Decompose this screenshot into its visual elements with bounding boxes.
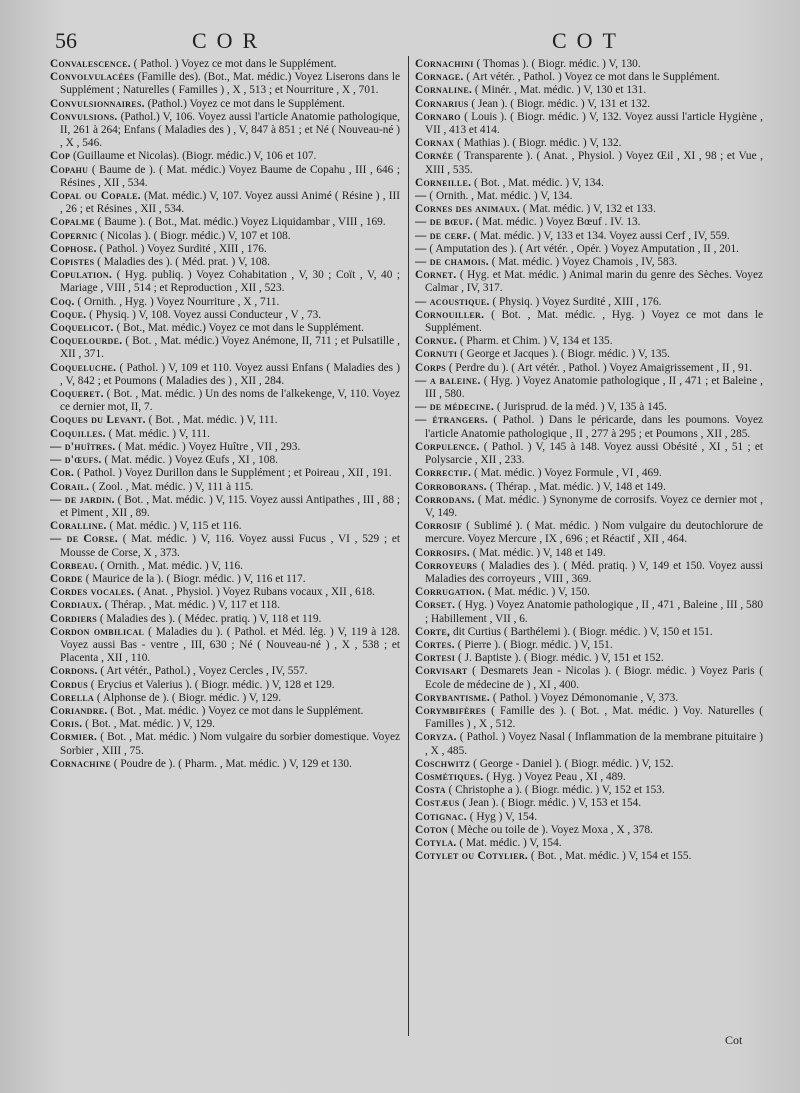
entry-headword: — de jardin. [50,493,115,506]
entry-body: ( Jean ). ( Biogr. médic. ) V, 153 et 154. [459,797,642,810]
entry-body: ( Mat. médic. ) Synonyme de corrosifs. Voyez ce dernier mot , V, 149. [425,493,763,519]
entry-headword: Convulsionnaires. [50,97,145,110]
entry-body: ( Famille des ). ( Bot. , Mat. médic. ) Voy. Naturelles ( Familles ) , X , 512. [425,704,763,731]
entry-headword: Corte, [415,625,451,638]
entry-body: ( Erycius et Valerius ). ( Biogr. médic. ) V, 128 et 129. [87,678,335,691]
entry-body: ( Zool. , Mat. médic. ) V, 111 à 115. [89,480,254,493]
entry-headword: Coschwitz [415,757,471,770]
entry-body: ( Bot. , Mat. médic.) Voyez Anémone, II, 711 ; et Pulsatille , XII , 371. [60,335,400,361]
entry-body: ( Bot. , Mat. médic. ) V, 134. [471,176,604,189]
index-entry [415,137,763,150]
index-entry [50,494,400,520]
entry-headword: Coris. [50,718,83,731]
entry-headword: Cornarius [415,97,469,110]
entry-headword: Cop [50,150,71,163]
index-entry [415,216,763,229]
entry-body: ( Mat. médic. ) V, 133 et 134. Voyez aussi Cerf , IV, 559. [470,229,730,242]
entry-headword: Corps [415,361,446,374]
entry-body: ( George et Jacques ). ( Biogr. médic. ) V, 135. [457,348,670,361]
index-entry [415,348,763,361]
entry-headword: Corymbifères [415,704,487,717]
entry-headword: Correctif. [415,467,472,480]
entry-headword: — [415,190,427,203]
left-column [50,58,400,771]
entry-headword: Corybantisme. [415,691,491,704]
entry-body: ( Pathol. ) V, 109 et 110. Voyez aussi Enfans ( Maladies des ) , V, 842 ; et Poumons ( Maladies des ) , XII , 284. [60,361,400,387]
entry-body: ( Bot. , Mat. médic. ) V, 129. [82,718,215,731]
entry-body: ( Pathol. ) Dans le péricarde, dans les poumons. Voyez l'article Anatomie pathologique , II , 277 à 295 ; et Poumons , XII , 285. [425,414,764,440]
index-entry [415,111,763,137]
index-entry [415,520,763,546]
entry-headword: Coralline. [50,520,107,533]
index-entry [415,824,763,837]
entry-headword: Cotyla. [415,836,457,849]
index-entry [415,309,763,335]
entry-headword: — étrangers. [415,414,488,427]
entry-headword: Corroyeurs [415,559,478,572]
index-entry [415,837,763,850]
entry-body: ( Nicolas ). ( Biogr. médic.) V, 107 et 108. [97,229,291,242]
entry-headword: Coton [415,823,449,836]
entry-body: ( Ornith. , Mat. médic. ) V, 134. [426,190,573,203]
index-entry [50,309,400,322]
entry-headword: Cornée [415,150,454,163]
entry-body: ( Art vétér., Pathol.) , Voyez Cercles , IV, 557. [97,665,308,678]
index-entry [415,401,763,414]
index-entry [415,335,763,348]
entry-body: ( Sublimé ). ( Mat. médic. ) Nom vulgaire du deutochlorure de mercure. Voyez Mercure , IX , 696 ; et Réactif , XII , 464. [425,520,763,546]
entry-headword: Cordes vocales. [50,586,135,599]
entry-body: ( Transparente ). ( Anat. , Physiol. ) Voyez Œil , XI , 98 ; et Vue , XIII , 535. [425,150,763,176]
entry-headword: — de bœuf. [415,216,473,229]
index-entry [50,679,400,692]
entry-body: ( Bot. , Mat. médic. ) Nom vulgaire du sorbier domestique. Voyez Sorbier , XIII , 75. [60,731,400,757]
entry-headword: Cornage. [415,71,464,84]
index-entry [415,243,763,256]
entry-body: ( Anat. , Physiol. ) Voyez Rubans vocaux , XII , 618. [134,586,375,599]
entry-headword: Costæus [415,797,460,810]
index-entry [50,111,400,151]
entry-body: ( Physiq. ) Voyez Surdité , XIII , 176. [489,295,662,308]
entry-headword: Coquelourde. [50,335,123,348]
entry-body: ( Mat. médic. ) Voyez Formule , VI , 469. [471,467,662,480]
entry-body: ( J. Baptiste ). ( Biogr. médic. ) V, 151 et 152. [455,652,664,665]
entry-headword: — d'œufs. [50,454,102,467]
index-entry [415,599,763,625]
index-entry [50,230,400,243]
entry-headword: Cornaro [415,110,461,123]
index-entry [50,692,400,705]
index-entry [50,573,400,586]
entry-headword: Corrugation. [415,586,485,599]
index-entry [415,441,763,467]
entry-body: ( Maladies du ). ( Pathol. et Méd. lég. ) V, 119 à 128. Voyez aussi Bas - ventre , III, 630 ; Né ( Nouveau-né ) , X , 538 ; et Placenta , XII , 110. [60,625,400,665]
index-entry [50,362,400,388]
index-entry [415,190,763,203]
entry-headword: Corpulence. [415,440,480,453]
entry-body: ( Mat. médic. ) Voyez Chamois , IV, 583. [488,256,678,269]
entry-headword: Copal ou Copale. [50,190,141,203]
entry-body: ( Louis ). ( Biogr. médic. ) V, 132. Voyez aussi l'article Hygiène , VII , 413 et 414. [425,110,763,137]
entry-headword: Cordon ombilical [50,625,145,638]
index-entry [50,388,400,414]
index-entry [50,718,400,731]
entry-body: ( Mat. médic. ) V, 132 et 133. [520,203,656,216]
entry-headword: Corella [50,691,95,704]
index-entry [50,626,400,666]
entry-headword: Cordiaux. [50,599,102,612]
entry-body: ( Ornith. , Mat. médic. ) V, 116. [97,559,243,572]
entry-body: ( Mat. médic. ) V, 115 et 116. [106,520,242,533]
index-entry [415,705,763,731]
entry-headword: Cordus [50,678,88,691]
index-entry [415,850,763,863]
entry-body: ( Baume ). ( Bot., Mat. médic.) Voyez Liquidambar , VIII , 169. [94,216,386,229]
index-entry [50,58,400,71]
index-entry [415,560,763,586]
entry-headword: — de Corse. [50,533,118,546]
entry-body: ( Bot. , Mat. médic. ) V, 115. Voyez aussi Antipathes , III , 88 ; et Piment , XII , 89. [60,493,400,519]
index-entry [415,98,763,111]
entry-body: ( Bot. , Mat. médic. , Hyg. ) Voyez ce mot dans le Supplément. [425,308,763,335]
index-entry [415,203,763,216]
index-entry [50,467,400,480]
entry-headword: Cornes des animaux. [415,203,521,216]
entry-headword: Corrosifs. [415,546,470,559]
index-entry [415,58,763,71]
entry-body: ( Hyg. ) Voyez Anatomie pathologique , II , 471 ; et Baleine , III , 580. [425,374,763,401]
catchword: Cot [725,1033,743,1047]
index-entry [50,705,400,718]
entry-body: (Pathol.) V, 106. Voyez aussi l'article Anatomie pathologique, II, 261 à 264; Enfans ( Maladies des ) , V, 847 à 851 ; et Né ( Nouveau-né ) , X , 546. [60,110,400,150]
entry-headword: Copulation. [50,269,113,282]
entry-headword: Cornouiller. [415,308,485,321]
index-entry [415,547,763,560]
entry-body: ( Hyg. ) Voyez Anatomie pathologique , II , 471 , Baleine , III , 580 ; Habillement , VII , 6. [425,599,763,625]
entry-headword: Corneille. [415,176,472,189]
index-entry [50,335,400,361]
entry-body: ( Mat. médic. ) V, 154. [456,836,562,849]
index-entry [415,652,763,665]
entry-headword: Costa [415,784,446,797]
entry-headword: Cophose. [50,242,97,255]
entry-headword: Coqueret. [50,388,104,401]
index-entry [50,586,400,599]
index-entry [50,533,400,559]
right-column [415,58,763,863]
entry-body: ( Mat. médic. ) V, 111. [105,427,210,440]
entry-headword: Coquilles. [50,427,106,440]
entry-body: ( Poudre de ). ( Pharm. , Mat. médic. ) V, 129 et 130. [110,757,352,770]
entry-body: ( Thomas ). ( Biogr. médic. ) V, 130. [473,58,641,70]
index-entry [50,190,400,216]
running-head-left: COR [192,28,268,53]
index-entry [415,362,763,375]
entry-headword: — de médecine. [415,401,495,414]
entry-body: (Mat. médic.) V, 107. Voyez aussi Animé ( Résine ) , III , 26 ; et Résines , XII , 534. [60,190,400,216]
entry-body: ( Bot. , Mat. médic. ) V, 111. [145,414,278,427]
entry-body: ( Pharm. et Chim. ) V, 134 et 135. [456,335,613,348]
entry-body: ( Pierre ). ( Biogr. médic. ) V, 151. [454,638,613,651]
index-entry [415,481,763,494]
entry-headword: Cornet. [415,269,457,282]
index-entry [50,731,400,757]
entry-headword: Corrodans. [415,493,475,506]
entry-body: ( Mat. médic. ) V, 116. Voyez aussi Fucus , VI , 529 ; et Mousse de Corse, X , 373. [60,533,400,559]
entry-headword: Cordiers [50,612,98,625]
entry-headword: Corbeau. [50,559,98,572]
index-entry [415,771,763,784]
entry-headword: Copalme [50,216,95,229]
entry-body: ( Bot. , Mat. médic. ) Voyez ce mot dans le Supplément. [107,704,364,717]
entry-headword: Cormier. [50,731,98,744]
entry-headword: Cortesi [415,652,456,665]
entry-headword: Corvisart [415,665,468,678]
index-entry [50,243,400,256]
entry-body: ( Minér. , Mat. médic. ) V, 130 et 131. [472,84,647,97]
index-entry [415,494,763,520]
entry-headword: Coques du Levant. [50,414,146,427]
entry-body: ( Pathol. ) Voyez Durillon dans le Supplément ; et Poireau , XII , 191. [74,467,392,480]
entry-headword: Cortes. [415,638,455,651]
entry-body: (Famille des). (Bot., Mat. médic.) Voyez Liserons dans le Supplément ; Naturelles ( Familles ) , X , 513 ; et Nourriture , X , 701. [60,71,400,97]
entry-body: ( Mat. médic. ) V, 150. [485,586,591,599]
entry-headword: — d'huîtres. [50,440,116,453]
index-entry [415,467,763,480]
entry-body: ( Hyg. publiq. ) Voyez Cohabitation , V, 30 ; Coït , V, 40 ; Mariage , VIII , 514 ; et Reproduction , XII , 523. [60,269,400,295]
entry-body: ( Maurice de la ). ( Biogr. médic. ) V, 116 et 117. [82,572,306,585]
entry-headword: — [415,242,427,255]
index-entry [415,626,763,639]
index-entry [415,797,763,810]
index-entry [415,665,763,691]
entry-body: ( Thérap. , Mat. médic. ) V, 148 et 149. [486,480,666,493]
entry-body: ( Maladies des ). ( Méd. pratiq. ) V, 149 et 150. Voyez aussi Maladies des corroyeurs , VIII , 369. [425,559,763,585]
entry-headword: Cornuti [415,348,458,361]
entry-headword: Corail. [50,480,90,493]
index-entry [50,454,400,467]
entry-body: ( Thérap. , Mat. médic. ) V, 117 et 118. [101,599,280,612]
entry-body: ( Bot. , Mat. médic. ) Un des noms de l'alkekenge, V, 110. Voyez ce dernier mot, II, 7. [60,388,400,414]
entry-headword: Convolvulacées [50,71,135,84]
running-head-right: COT [552,28,626,53]
entry-body: ( Jurisprud. de la méd. ) V, 135 à 145. [494,401,667,414]
index-entry [50,758,400,771]
index-entry [50,520,400,533]
entry-headword: Cornue. [415,335,457,348]
entry-headword: Coque. [50,308,87,321]
index-entry [50,150,400,163]
index-entry [415,177,763,190]
entry-headword: Cornachine [50,757,111,770]
index-entry [50,296,400,309]
index-entry [415,784,763,797]
index-entry [50,613,400,626]
entry-headword: Cotignac. [415,810,467,823]
entry-body: ( Bot., Mat. médic.) Voyez ce mot dans le Supplément. [113,322,364,335]
index-entry [50,414,400,427]
index-entry [50,269,400,295]
index-entry [50,665,400,678]
index-entry [415,375,763,401]
index-entry [50,216,400,229]
entry-body: ( Pathol. ) V, 145 à 148. Voyez aussi Obésité , XI , 51 ; et Polysarcie , XII , 233. [425,440,763,467]
entry-body: (Guillaume et Nicolas). (Biogr. médic.) V, 106 et 107. [70,150,317,163]
index-entry [50,98,400,111]
entry-body: ( Mat. médic. ) Voyez Œufs , XI , 108. [101,454,278,467]
entry-headword: Cornaline. [415,84,473,97]
entry-headword: Corroborans. [415,480,487,493]
entry-body: ( Hyg. ) Voyez Peau , XI , 489. [483,770,626,783]
entry-headword: Cotylet ou Cotylier. [415,850,529,863]
entry-headword: Cosmétiques. [415,770,484,783]
index-entry [415,692,763,705]
entry-headword: Copahu [50,163,89,176]
index-entry [50,256,400,269]
entry-headword: Copernic [50,229,98,242]
entry-headword: — a baleine. [415,374,481,387]
index-entry [415,256,763,269]
entry-body: ( Pathol. ) Voyez Surdité , XIII , 176. [96,242,267,255]
entry-body: ( Mathias ). ( Biogr. médic. ) V, 132. [454,137,622,150]
entry-headword: Cornax [415,137,455,150]
entry-headword: Convulsions. [50,110,118,123]
page-number: 56 [55,28,77,53]
entry-headword: Corset. [415,599,456,612]
entry-body: ( Ornith. , Hyg. ) Voyez Nourriture , X , 711. [74,295,280,308]
entry-body: ( Mat. médic. ) Voyez Huître , VII , 293. [115,440,301,453]
entry-body: ( Physiq. ) V, 108. Voyez aussi Conducteur , V , 73. [86,308,322,321]
entry-body: (Pathol.) Voyez ce mot dans le Supplément. [144,97,345,110]
entry-headword: Cordons. [50,665,98,678]
index-entry [415,71,763,84]
entry-body: ( Desmarets Jean - Nicolas ). ( Biogr. médic. ) Voyez Paris ( Ecole de médecine de ) , XI , 400. [425,665,763,691]
entry-body: ( Christophe a ). ( Biogr. médic. ) V, 152 et 153. [445,784,665,797]
index-entry [415,84,763,97]
entry-body: ( Maladies des ). ( Méd. prat. ) V, 108. [94,256,270,269]
entry-headword: Coquelicot. [50,322,114,335]
entry-body: ( Pathol. ) Voyez ce mot dans le Supplément. [130,58,337,70]
entry-body: dit Curtius ( Barthélemi ). ( Biogr. médic. ) V, 150 et 151. [450,625,713,638]
entry-headword: Convalescence. [50,58,131,70]
index-entry [415,811,763,824]
index-entry [415,639,763,652]
entry-headword: Cornachini [415,58,474,70]
entry-body: ( Pathol. ) Voyez Démonomanie , V, 373. [490,691,679,704]
index-entry [50,481,400,494]
entry-headword: Coryza. [415,731,457,744]
index-entry [415,758,763,771]
column-divider [408,56,409,1036]
entry-body: ( Mat. médic. ) V, 148 et 149. [469,546,606,559]
entry-headword: Coqueluche. [50,361,117,374]
entry-body: ( Hyg. et Mat. médic. ) Animal marin du genre des Sèches. Voyez Calmar , IV, 317. [425,269,763,295]
index-entry [415,731,763,757]
entry-body: ( Mat. médic. ) Voyez Bœuf . IV. 13. [472,216,641,229]
entry-headword: Cor. [50,467,75,480]
entry-headword: Corde [50,572,83,585]
index-entry [415,150,763,176]
entry-body: ( Art vétér. , Pathol. ) Voyez ce mot dans le Supplément. [463,71,720,84]
index-entry [415,230,763,243]
entry-headword: — acoustique. [415,295,490,308]
entry-body: ( George - Daniel ). ( Biogr. médic. ) V, 152. [470,757,674,770]
entry-body: ( Jean ). ( Biogr. médic. ) V, 131 et 132. [468,97,651,110]
index-entry [415,296,763,309]
entry-body: ( Pathol. ) Voyez Nasal ( Inflammation de la membrane pituitaire ) , X , 485. [425,731,763,757]
entry-body: ( Mèche ou toile de ). Voyez Moxa , X , 378. [448,823,653,836]
entry-headword: — de cerf. [415,229,471,242]
index-entry [50,322,400,335]
index-entry [50,71,400,97]
entry-body: ( Amputation des ). ( Art vétér. , Opér. ) Voyez Amputation , II , 201. [426,242,740,255]
entry-body: ( Alphonse de ). ( Biogr. médic. ) V, 129. [94,691,281,704]
entry-headword: Corrosif [415,520,463,533]
index-entry [50,428,400,441]
index-entry [415,414,763,440]
index-entry [415,586,763,599]
entry-body: ( Perdre du ). ( Art vétér. , Pathol. ) Voyez Amaigrissement , II , 91. [446,361,753,374]
entry-body: ( Bot. , Mat. médic. ) V, 154 et 155. [528,850,692,863]
index-entry [415,269,763,295]
entry-body: ( Hyg ) V, 154. [466,810,538,823]
index-entry [50,560,400,573]
entry-headword: — de chamois. [415,256,489,269]
entry-body: ( Maladies des ). ( Médec. pratiq. ) V, 118 et 119. [97,612,322,625]
index-entry [50,441,400,454]
entry-headword: Coq. [50,295,75,308]
entry-headword: Copistes [50,256,95,269]
entry-headword: Coriandre. [50,704,108,717]
entry-body: ( Baume de ). ( Mat. médic.) Voyez Baume de Copahu , III , 646 ; Résines , XII , 534. [60,163,400,189]
index-entry [50,164,400,190]
index-entry [50,599,400,612]
